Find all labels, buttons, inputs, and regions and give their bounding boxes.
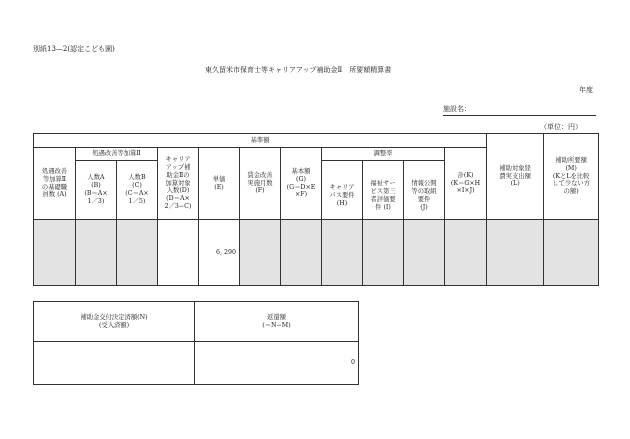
facility-name-underline bbox=[443, 115, 596, 116]
career-path-header: キャリア パス要件 (H) bbox=[322, 173, 363, 220]
base-staff-count-cell[interactable] bbox=[34, 220, 76, 286]
target-count-cell[interactable] bbox=[158, 220, 199, 286]
refund-cell: 0 bbox=[195, 342, 359, 385]
months-header: 賃金改善 実施月数 (F) bbox=[240, 148, 281, 220]
unit-price-header: 単価 (E) bbox=[199, 148, 240, 220]
base-amount-col-header: 基本額 (G) (G＝D×E ×F) bbox=[281, 148, 322, 220]
grant-decided-header: 補助金交付決定済額(N) (受入済額) bbox=[34, 302, 195, 342]
base-amount-header: 基準額 bbox=[34, 134, 487, 148]
requirement-table bbox=[33, 133, 599, 286]
count-a-header: 人数A (B) (B＝A× 1／3) bbox=[76, 161, 117, 220]
third-party-eval-cell[interactable] bbox=[363, 220, 404, 286]
count-a-cell[interactable] bbox=[76, 220, 117, 286]
settlement-table bbox=[33, 301, 359, 385]
target-count-header: キャリア アップ補 助金Ⅱの 加算対象 人数(D) (D＝A× 2／3−C) bbox=[158, 148, 199, 220]
treatment-improvement-header: 処遇改善等加算Ⅱ bbox=[76, 148, 158, 161]
career-path-cell[interactable] bbox=[322, 220, 363, 286]
total-cell[interactable] bbox=[445, 220, 487, 286]
info-disclosure-header: 情報公開 等の取組 要件 (J) bbox=[404, 173, 445, 220]
info-disclosure-cell[interactable] bbox=[404, 220, 445, 286]
adjustment-rate-header: 調整率 bbox=[322, 148, 445, 161]
required-amount-header: 補助所要額 (M) (KとLを比較 して少ない方 の額) bbox=[544, 134, 599, 220]
total-header: 計(K) (K＝G×H ×I×J) bbox=[445, 148, 487, 220]
required-amount-cell[interactable] bbox=[544, 220, 599, 286]
unit-label: （単位：円） bbox=[540, 123, 582, 131]
refund-header: 返還額 (＝N−M) bbox=[195, 302, 359, 342]
months-cell[interactable] bbox=[240, 220, 281, 286]
expenditure-header: 補助対象経 費実支出額 (L) bbox=[487, 134, 544, 220]
document-title: 東久留米市保育士等キャリアアップ補助金Ⅱ 所要額精算書 bbox=[205, 66, 392, 74]
count-b-header: 人数B (C) (C＝A× 1／5) bbox=[117, 161, 158, 220]
expenditure-cell[interactable] bbox=[487, 220, 544, 286]
form-number: 別紙13—2(認定こども園) bbox=[33, 45, 115, 53]
year-label: 年度 bbox=[579, 86, 593, 94]
unit-price-cell: 6, 290 bbox=[199, 220, 240, 286]
grant-decided-cell[interactable] bbox=[34, 342, 195, 385]
facility-name-label: 施設名： bbox=[443, 105, 471, 113]
base-amount-cell[interactable] bbox=[281, 220, 322, 286]
count-b-cell[interactable] bbox=[117, 220, 158, 286]
base-staff-count-header: 処遇改善 等加算Ⅱ の基礎職 員数 (A) bbox=[34, 148, 76, 220]
third-party-eval-header: 福祉サー ビス第三 者評価要 件 (I) bbox=[363, 173, 404, 220]
